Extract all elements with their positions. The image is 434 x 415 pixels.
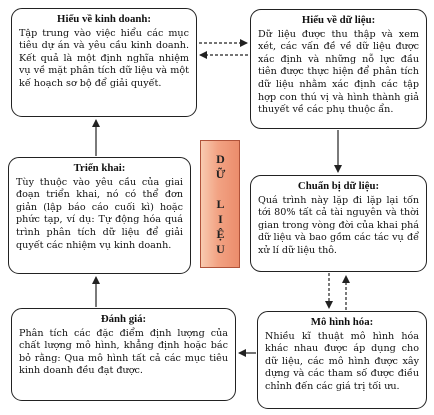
data-center-bar <box>200 140 240 268</box>
business-understanding-box <box>11 8 197 117</box>
data-understanding-text: Dữ liệu được thu thập và xem xét, các vấn đề về dữ liệu được xác định và những nỗ lực đầu tiên được thực hiện để phân tích dữ liệu nhằm xác định các tập hợp con thú vị và hình thành giả thuyết về các phụ thuộc ẩn. <box>258 28 419 116</box>
data-center-label: DỮ LIỆU <box>213 151 228 257</box>
data-preparation-text: Quá trình này lặp đi lặp lại tốn tới 80% tất cả tài nguyên và thời gian trong vòng đời của khai phá dữ liệu và bao gồm các tác vụ để xử lí dữ liệu thô. <box>258 194 419 256</box>
business-understanding-text: Tập trung vào việc hiểu các mục tiêu dự án và yêu cầu kinh doanh. Kết quả là một định nghĩa nhiệm vụ về mặt phân tích dữ liệu và một kế hoạch sơ bộ để giải quyết. <box>19 27 189 89</box>
deployment-title: Triển khai: <box>73 162 126 174</box>
modeling-box <box>257 311 427 409</box>
data-understanding-title: Hiểu về dữ liệu: <box>301 14 376 26</box>
deployment-text: Tùy thuộc vào yêu cầu của giai đoạn triển khai, nó có thể đơn giản (lập báo cáo cuối kì) hoặc phức tạp, ví dụ: Tự động hóa quá trình phân tích dữ liệu để giải quyết các nhiệm vụ kinh doanh. <box>16 176 183 251</box>
data-understanding-box <box>250 9 427 129</box>
data-preparation-box <box>250 175 427 272</box>
evaluation-box <box>11 308 236 401</box>
data-preparation-title: Chuẩn bị dữ liệu: <box>297 180 380 192</box>
modeling-title: Mô hình hóa: <box>310 316 374 328</box>
evaluation-text: Phân tích các đặc điểm định lượng của chất lượng mô hình, khẳng định hoặc bác bỏ rằng: Qua mô hình tất cả các mục tiêu kinh doanh đều đạt được. <box>19 327 228 377</box>
deployment-box <box>8 157 191 274</box>
business-understanding-title: Hiểu về kinh doanh: <box>57 13 151 25</box>
modeling-text: Nhiều kĩ thuật mô hình hóa khác nhau được áp dụng cho dữ liệu, các mô hình được xây dựng và các tham số được điều chỉnh đến các giá trị tối ưu. <box>265 330 419 392</box>
evaluation-title: Đánh giá: <box>100 313 147 325</box>
